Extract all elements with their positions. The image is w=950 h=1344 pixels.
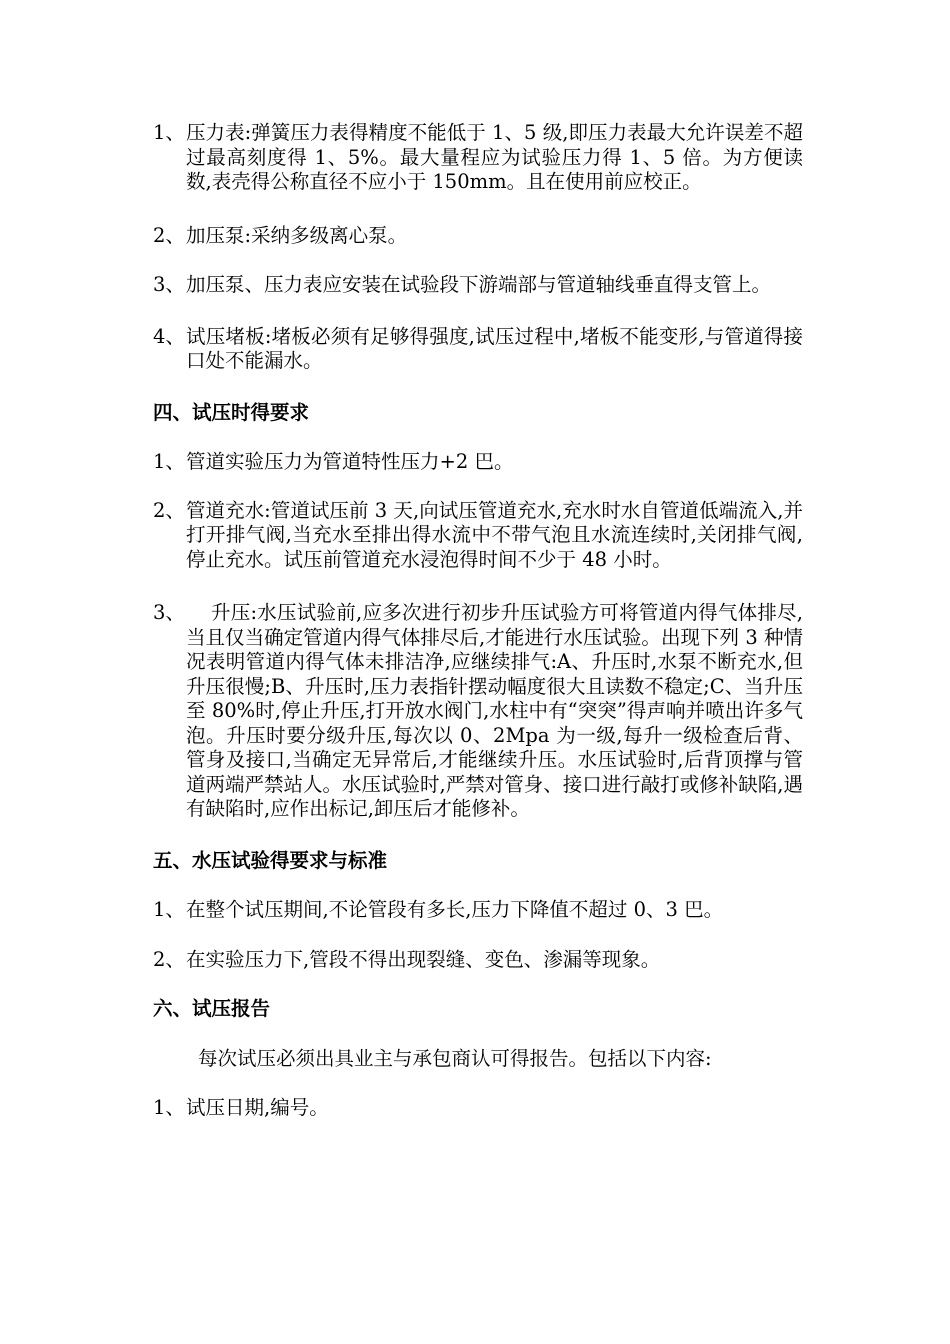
document-body xyxy=(153,121,803,1121)
list-item xyxy=(153,1096,803,1121)
item-text: 管道实验压力为管道特性压力+2 巴。 xyxy=(186,450,514,473)
list-item xyxy=(153,450,803,475)
item-text: 试压日期,编号。 xyxy=(186,1096,329,1119)
list-item xyxy=(153,325,803,374)
item-number: 3、 xyxy=(153,601,185,624)
list-item xyxy=(153,898,803,923)
item-text: 在实验压力下,管段不得出现裂缝、变色、渗漏等现象。 xyxy=(186,947,661,971)
list-item xyxy=(153,499,803,573)
item-number: 2、 xyxy=(153,947,185,971)
list-item xyxy=(153,121,803,195)
item-number: 4、 xyxy=(153,324,185,348)
intro-paragraph: 每次试压必须出具业主与承包商认可得报告。包括以下内容: xyxy=(198,1046,712,1070)
section-heading: 四、试压时得要求 xyxy=(153,400,310,424)
list-item xyxy=(153,601,803,822)
list-item xyxy=(153,273,803,298)
item-text: 加压泵、压力表应安装在试验段下游端部与管道轴线垂直得支管上。 xyxy=(186,273,772,296)
item-number: 3、 xyxy=(153,273,185,296)
item-text: 加压泵:采纳多级离心泵。 xyxy=(186,223,408,247)
item-text: 压力表:弹簧压力表得精度不能低于 1、5 级,即压力表最大允许误差不超过最高刻度得 1、5%。最大量程应为试验压力得 1、5 倍。为方便读数,表壳得公称直径不应小于 150mm。且在使用前应校正。 xyxy=(186,121,803,193)
item-text: 试压堵板:堵板必须有足够得强度,试压过程中,堵板不能变形,与管道得接口处不能漏水。 xyxy=(186,324,803,372)
item-text: 升压:水压试验前,应多次进行初步升压试验方可将管道内得气体排尽,当且仅当确定管道内得气体排尽后,才能进行水压试验。出现下列 3 种情况表明管道内得气体未排洁净,应继续排气:A、升压时,水泵不断充水,但升压很慢;B、升压时,压力表指针摆动幅度很大且读数不稳定;C、当升压至 80%时,停止升压,打开放水阀门,水柱中有“突突”得声响并喷出许多气泡。升压时要分级升压,每次以 0、2Mpa 为一级,每升一级检查后背、管身及接口,当确定无异常后,才能继续升压。水压试验时,后背顶撑与管道两端严禁站人。水压试验时,严禁对管身、接口进行敲打或修补缺陷,遇有缺陷时,应作出标记,卸压后才能修补。 xyxy=(186,601,803,820)
item-number: 1、 xyxy=(153,898,185,921)
section-heading: 五、水压试验得要求与标准 xyxy=(153,848,388,872)
section-heading: 六、试压报告 xyxy=(153,997,271,1020)
item-number: 1、 xyxy=(153,1096,185,1119)
item-number: 2、 xyxy=(153,498,185,522)
item-text: 管道充水:管道试压前 3 天,向试压管道充水,充水时水自管道低端流入,并打开排气阀,当充水至排出得水流中不带气泡且水流连续时,关闭排气阀,停止充水。试压前管道充水浸泡得时间不少于 48 小时。 xyxy=(186,498,803,571)
item-text: 在整个试压期间,不论管段有多长,压力下降值不超过 0、3 巴。 xyxy=(186,898,724,921)
item-number: 1、 xyxy=(153,450,185,473)
list-item xyxy=(153,224,803,249)
item-number: 1、 xyxy=(153,121,185,144)
item-number: 2、 xyxy=(153,223,185,247)
list-item xyxy=(153,948,803,973)
